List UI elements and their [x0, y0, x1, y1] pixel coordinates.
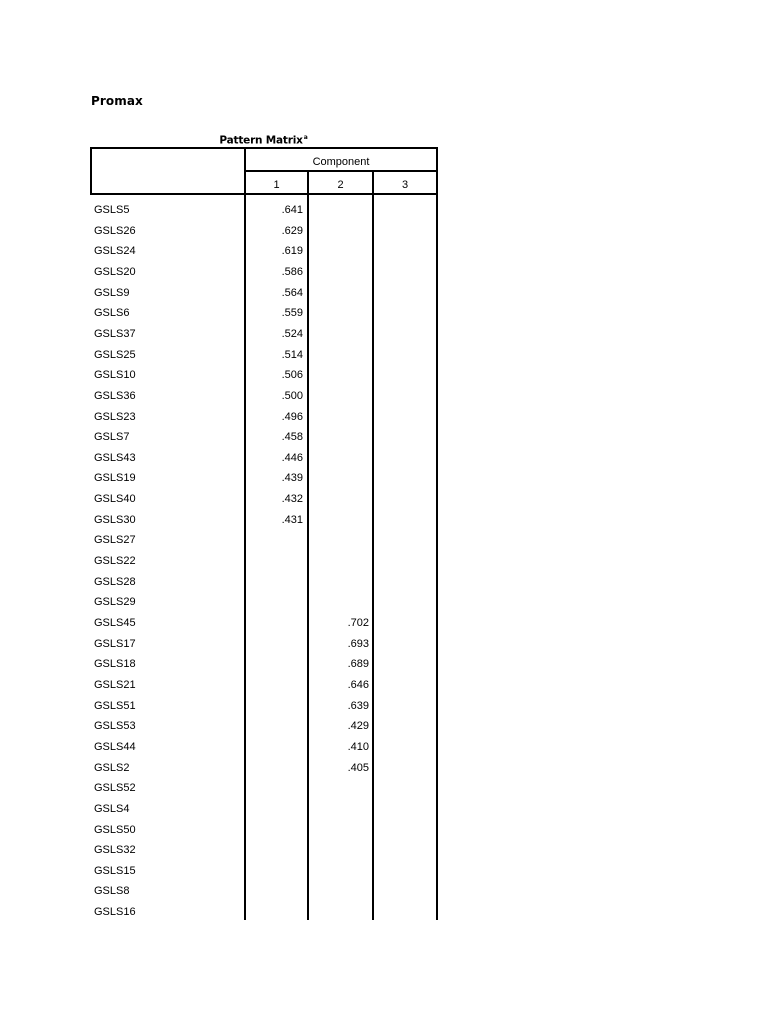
row-label: GSLS28 — [94, 576, 136, 588]
table-title-footnote-marker: a — [303, 134, 308, 141]
table-title-text: Pattern Matrix — [219, 134, 303, 147]
stub-column-divider — [244, 147, 246, 920]
row-label: GSLS8 — [94, 885, 130, 897]
row-label: GSLS53 — [94, 720, 136, 732]
loading-cell-component-1: .446 — [281, 452, 303, 464]
row-label: GSLS24 — [94, 245, 136, 257]
column-header-divider — [90, 193, 438, 195]
loading-cell-component-1: .524 — [281, 328, 303, 340]
column-header-1: 1 — [273, 179, 280, 191]
row-label: GSLS16 — [94, 906, 136, 918]
row-label: GSLS21 — [94, 679, 136, 691]
loading-cell-component-2: .639 — [347, 700, 369, 712]
loading-cell-component-1: .500 — [281, 390, 303, 402]
loading-cell-component-2: .410 — [347, 741, 369, 753]
row-label: GSLS22 — [94, 555, 136, 567]
table-left-border — [90, 147, 92, 195]
loading-cell-component-2: .405 — [347, 762, 369, 774]
loading-cell-component-1: .458 — [281, 431, 303, 443]
row-label: GSLS6 — [94, 307, 130, 319]
loading-cell-component-1: .629 — [281, 225, 303, 237]
loading-cell-component-1: .431 — [281, 514, 303, 526]
loading-cell-component-1: .564 — [281, 287, 303, 299]
row-label: GSLS52 — [94, 782, 136, 794]
row-label: GSLS50 — [94, 824, 136, 836]
column-1-2-divider — [307, 170, 309, 920]
loading-cell-component-1: .641 — [281, 204, 303, 216]
component-header-divider — [244, 170, 438, 172]
row-label: GSLS2 — [94, 762, 130, 774]
loading-cell-component-1: .514 — [281, 349, 303, 361]
row-label: GSLS19 — [94, 472, 136, 484]
loading-cell-component-1: .619 — [281, 245, 303, 257]
row-label: GSLS44 — [94, 741, 136, 753]
row-label: GSLS15 — [94, 865, 136, 877]
row-label: GSLS32 — [94, 844, 136, 856]
row-label: GSLS45 — [94, 617, 136, 629]
loading-cell-component-2: .646 — [347, 679, 369, 691]
page-heading: Promax — [91, 94, 143, 108]
row-label: GSLS20 — [94, 266, 136, 278]
loading-cell-component-1: .439 — [281, 472, 303, 484]
column-2-3-divider — [372, 170, 374, 920]
row-label: GSLS5 — [94, 204, 130, 216]
row-label: GSLS23 — [94, 411, 136, 423]
row-label: GSLS36 — [94, 390, 136, 402]
row-label: GSLS18 — [94, 658, 136, 670]
loading-cell-component-2: .693 — [347, 638, 369, 650]
row-label: GSLS7 — [94, 431, 130, 443]
loading-cell-component-2: .689 — [347, 658, 369, 670]
row-label: GSLS10 — [94, 369, 136, 381]
loading-cell-component-2: .429 — [347, 720, 369, 732]
component-header: Component — [312, 156, 370, 168]
row-label: GSLS27 — [94, 534, 136, 546]
column-header-2: 2 — [337, 179, 344, 191]
row-label: GSLS26 — [94, 225, 136, 237]
row-label: GSLS51 — [94, 700, 136, 712]
loading-cell-component-1: .586 — [281, 266, 303, 278]
loading-cell-component-1: .506 — [281, 369, 303, 381]
row-label: GSLS43 — [94, 452, 136, 464]
row-label: GSLS25 — [94, 349, 136, 361]
row-label: GSLS9 — [94, 287, 130, 299]
table-title — [90, 134, 437, 147]
table-top-border — [90, 147, 438, 149]
row-label: GSLS40 — [94, 493, 136, 505]
loading-cell-component-1: .496 — [281, 411, 303, 423]
row-label: GSLS29 — [94, 596, 136, 608]
row-label: GSLS37 — [94, 328, 136, 340]
loading-cell-component-2: .702 — [347, 617, 369, 629]
row-label: GSLS4 — [94, 803, 130, 815]
loading-cell-component-1: .559 — [281, 307, 303, 319]
column-header-3: 3 — [401, 179, 409, 191]
table-right-border — [436, 147, 438, 920]
row-label: GSLS17 — [94, 638, 136, 650]
row-label: GSLS30 — [94, 514, 136, 526]
loading-cell-component-1: .432 — [281, 493, 303, 505]
